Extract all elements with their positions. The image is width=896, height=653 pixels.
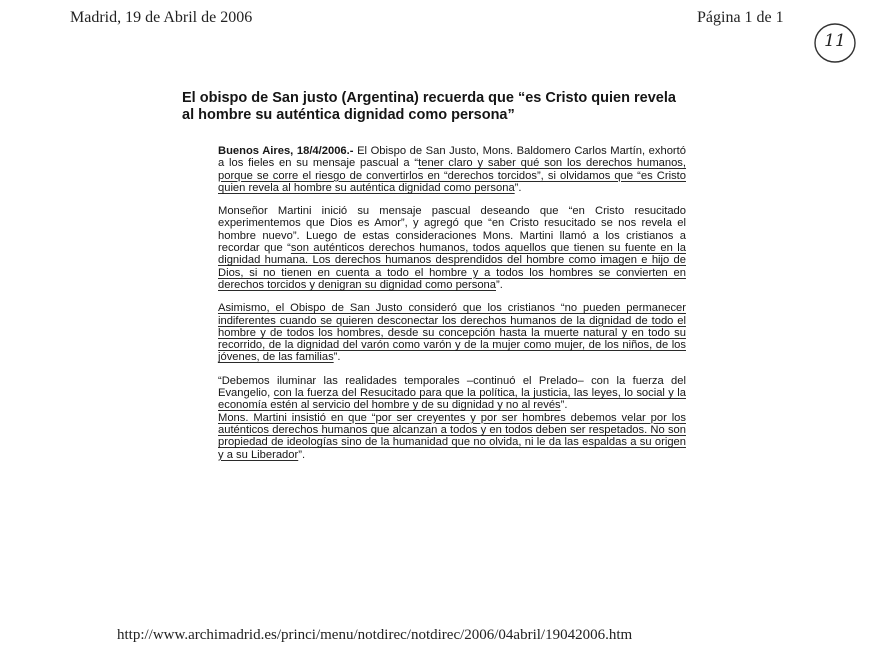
paragraph-4	[218, 375, 686, 412]
underlined-text: Asimismo, el Obispo de San Justo consideró que los cristianos “no pueden permanecer indiferentes cuando se quieren desconectar los derechos humanos de la dignidad de todo el hombre y de todos los hombres, desde su concepción hasta la muerte natural y en todo su recorrido, de la dignidad del varón como varón y de la mujer como mujer, de los niños, de los jóvenes, de las familias	[218, 302, 686, 364]
paragraph-text: ”.	[560, 399, 568, 412]
paragraph-text: ”.	[298, 448, 306, 461]
paragraph-text: ”.	[514, 181, 522, 194]
source-url: http://www.archimadrid.es/princi/menu/notdirec/notdirec/2006/04abril/19042006.htm	[117, 627, 633, 643]
page-number: Página 1 de 1	[697, 9, 784, 26]
underlined-text: tener claro y saber qué son los derechos humanos, porque se corre el riesgo de convertirlos en “derechos torcidos”, si olvidamos que “es Cristo quien revela al hombre su auténtica dignidad como persona	[218, 157, 687, 194]
underlined-text: son auténticos derechos humanos, todos aquellos que tienen su fuente en la dignidad humana. Los derechos humanos desprendidos del hombre como imagen e hijo de Dios, si no tienen en cuenta a todo el hombre y a todos los hombres se convierten en derechos torcidos y denigran su dignidad como persona	[218, 242, 686, 291]
paragraph-text: ”.	[496, 278, 503, 291]
paragraph-2	[218, 205, 686, 291]
header-date: Madrid, 19 de Abril de 2006	[70, 9, 253, 26]
paragraph-5	[218, 412, 686, 461]
dateline: Buenos Aires, 18/4/2006.-	[218, 145, 354, 157]
paragraph-text: El Obispo de San Justo, Mons. Baldomero Carlos Martín, exhortó a los fieles en su mensaje pascual a “	[218, 145, 686, 170]
annotation-number: 11	[824, 31, 846, 51]
underlined-text: Mons. Martini insistió en que “por ser creyentes y por ser hombres debemos velar por los auténticos derechos humanos que alcanzan a todos y en todos deben ser respetados. No son propiedad de ideologías sino de la humanidad que no olvida, ni le da las espaldas a su origen y a su Liberador	[218, 411, 686, 461]
paragraph-text: Monseñor Martini inició su mensaje pascual deseando que “en Cristo resucitado experimentemos que Dios es Amor”, y agregó que “en Cristo resucitado se nos revela el hombre nuevo”. Luego de estas consideraciones Mons. Martini llamó a los cristianos a recordar que “	[218, 205, 686, 255]
underlined-text: con la fuerza del Resucitado para que la política, la justicia, las leyes, lo social y la economía estén al servicio del hombre y de su dignidad y no al revés	[218, 387, 686, 412]
paragraph-1	[218, 145, 686, 194]
article-body	[218, 145, 686, 472]
paragraph-3	[218, 302, 686, 363]
paragraph-text: ”.	[333, 351, 341, 364]
handwritten-page-annotation	[812, 20, 858, 66]
paragraph-text: “Debemos iluminar las realidades temporales –continuó el Prelado– con la fuerza del Evangelio,	[218, 374, 686, 400]
article-title: El obispo de San justo (Argentina) recuerda que “es Cristo quien revela al hombre su auténtica dignidad como persona”	[182, 90, 676, 123]
